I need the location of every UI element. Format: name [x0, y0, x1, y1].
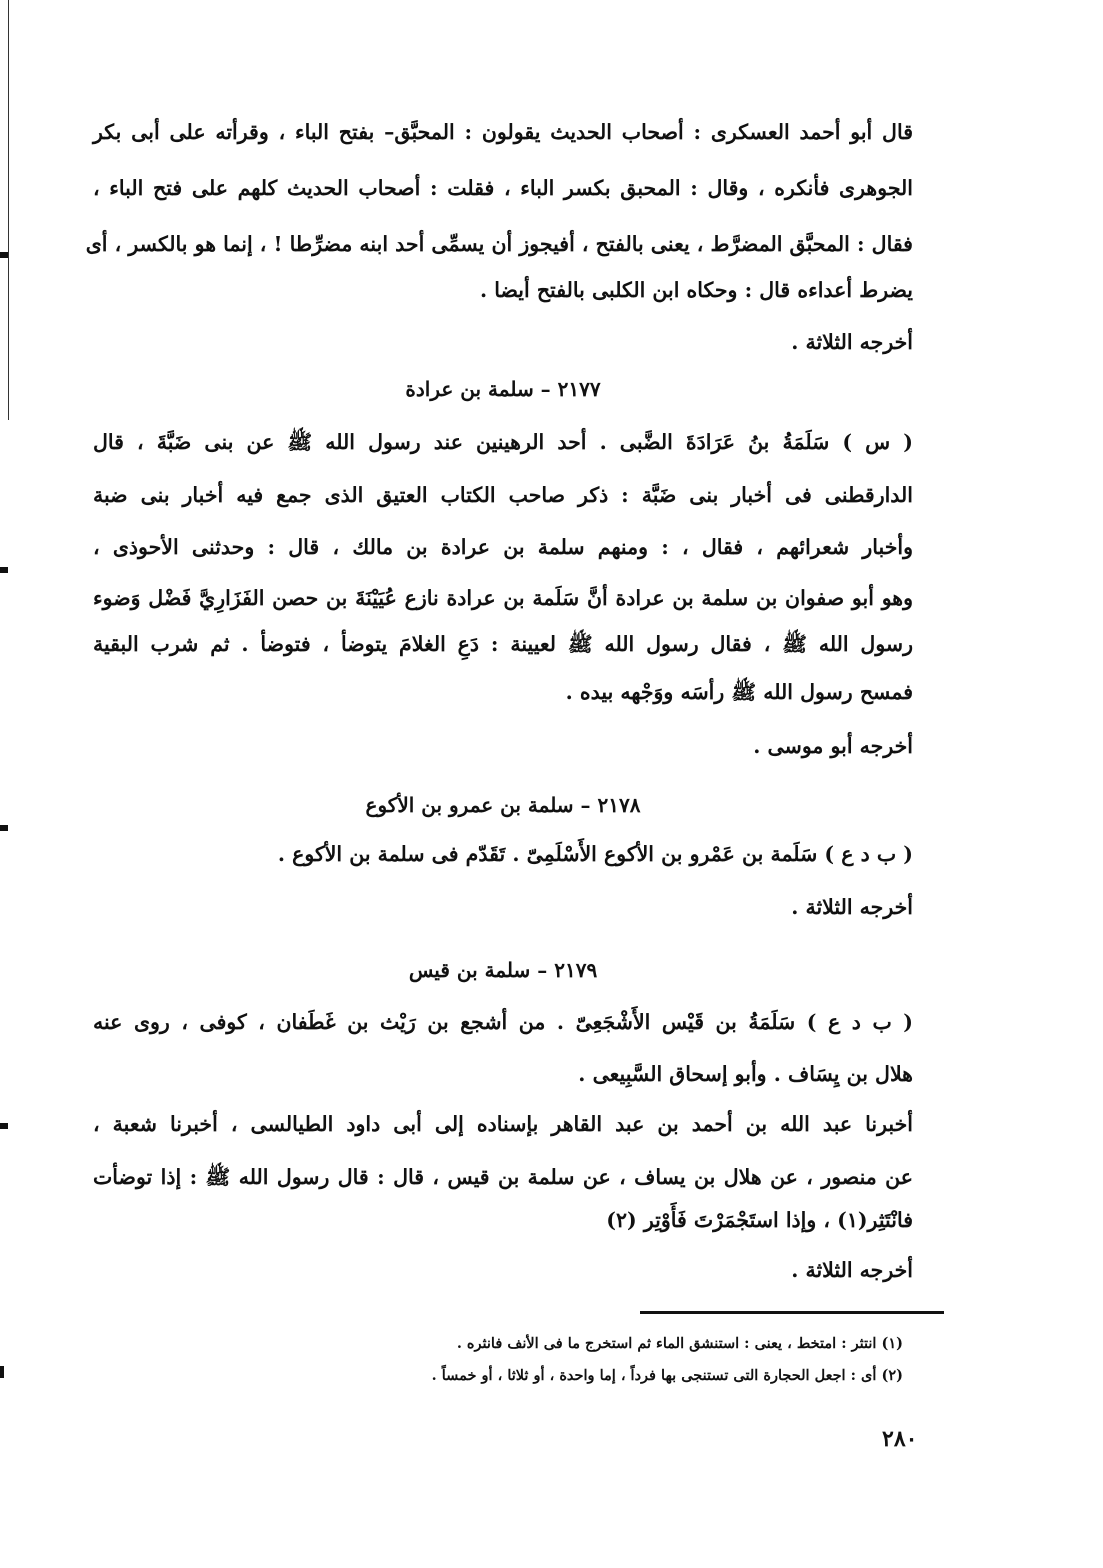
text-line: ( ب د ع ) سَلَمَةُ بن قَيْس الأَشْجَعِىّ . من أشجع بن رَيْث بن غَطَفان ، كوفى ، روى عنه: [93, 1010, 913, 1034]
scan-edge-mark: [0, 567, 8, 573]
entry-heading-2177: ٢١٧٧ – سلمة بن عرادة: [405, 377, 601, 401]
entry-heading-2178: ٢١٧٨ – سلمة بن عمرو بن الأكوع: [365, 793, 641, 817]
text-line: يضرط أعداءه قال : وحكاه ابن الكلبى بالفتح أيضا .: [479, 278, 913, 302]
text-line: وأخبار شعرائهم ، فقال ، : ومنهم سلمة بن عرادة بن مالك ، قال : وحدثنى الأحوذى ،: [93, 535, 913, 559]
text-line: هلال بن يِسَاف . وأبو إسحاق السَّبِيعى .: [578, 1062, 913, 1086]
text-line: أخرجه الثلاثة .: [791, 895, 913, 919]
text-line: أخرجه الثلاثة .: [791, 330, 913, 354]
footnote-1: (١) انتثر : امتخط ، يعنى : استنشق الماء ثم استخرج ما فى الأنف فانثره .: [456, 1335, 903, 1352]
footnote-separator: [640, 1311, 944, 1314]
text-line: أخبرنا عبد الله بن أحمد بن عبد القاهر بإسناده إلى أبى داود الطيالسى ، أخبرنا شعبة ،: [93, 1112, 913, 1136]
scan-edge-mark: [0, 1366, 4, 1378]
main-text-block: [85, 0, 913, 1568]
footnote-2: (٢) أى : اجعل الحجارة التى تستنجى بها فرداً ، إما واحدة ، أو ثلاثا ، أو خمساً .: [431, 1367, 903, 1384]
scan-edge-mark: [0, 252, 8, 258]
scan-edge-line: [8, 0, 9, 420]
text-line: فمسح رسول الله ﷺ رأسَه ووَجْهه بيده .: [565, 680, 913, 704]
text-line: الجوهرى فأنكره ، وقال : المحبق بكسر الباء ، فقلت : أصحاب الحديث كلهم على فتح الباء ،: [93, 176, 913, 200]
text-line: وهو أبو صفوان بن سلمة بن عرادة أنَّ سَلَمة بن عرادة نازع عُيَيْنَةَ بن حصن الفَزَارِيَّ فَضْل وَضوء: [93, 586, 913, 610]
text-line: قال أبو أحمد العسكرى : أصحاب الحديث يقولون : المحبَّق– بفتح الباء ، وقرأته على أبى بكر: [93, 120, 913, 144]
text-line: أخرجه أبو موسى .: [753, 734, 913, 758]
text-line: فقال : المحبَّق المضرَّط ، يعنى بالفتح ، أفيجوز أن يسمِّى أحد ابنه مضرِّطا ! ، إنما هو بالكسر ، أى: [85, 232, 913, 256]
scan-edge-mark: [0, 825, 8, 831]
text-line: الدارقطنى فى أخبار بنى ضَبَّة : ذكر صاحب الكتاب العتيق الذى جمع فيه أخبار بنى ضبة: [93, 483, 913, 507]
text-line: أخرجه الثلاثة .: [791, 1258, 913, 1282]
page-number: ٢٨٠: [882, 1426, 918, 1452]
text-line: ( س ) سَلَمَةُ بنُ عَرَادَةَ الضَّبى . أحد الرهينين عند رسول الله ﷺ عن بنى ضَبَّةَ ، قال: [93, 430, 913, 454]
text-line: رسول الله ﷺ ، فقال رسول الله ﷺ لعيينة : دَعِ الغلامَ يتوضأ ، فتوضأ . ثم شرب البقية: [93, 632, 913, 656]
entry-heading-2179: ٢١٧٩ – سلمة بن قيس: [408, 958, 598, 982]
text-line: عن منصور ، عن هلال بن يساف ، عن سلمة بن قيس ، قال : قال رسول الله ﷺ : إذا توضأت: [93, 1165, 913, 1189]
text-line: فانْتَثِر(١) ، وإذا استَجْمَرْتَ فَأَوْتِر (٢): [606, 1208, 913, 1232]
text-line: ( ب د ع ) سَلَمة بن عَمْرو بن الأكوع الأَسْلَمِىّ . تَقَدّم فى سلمة بن الأكوع .: [277, 842, 913, 866]
scan-edge-mark: [0, 1123, 8, 1129]
